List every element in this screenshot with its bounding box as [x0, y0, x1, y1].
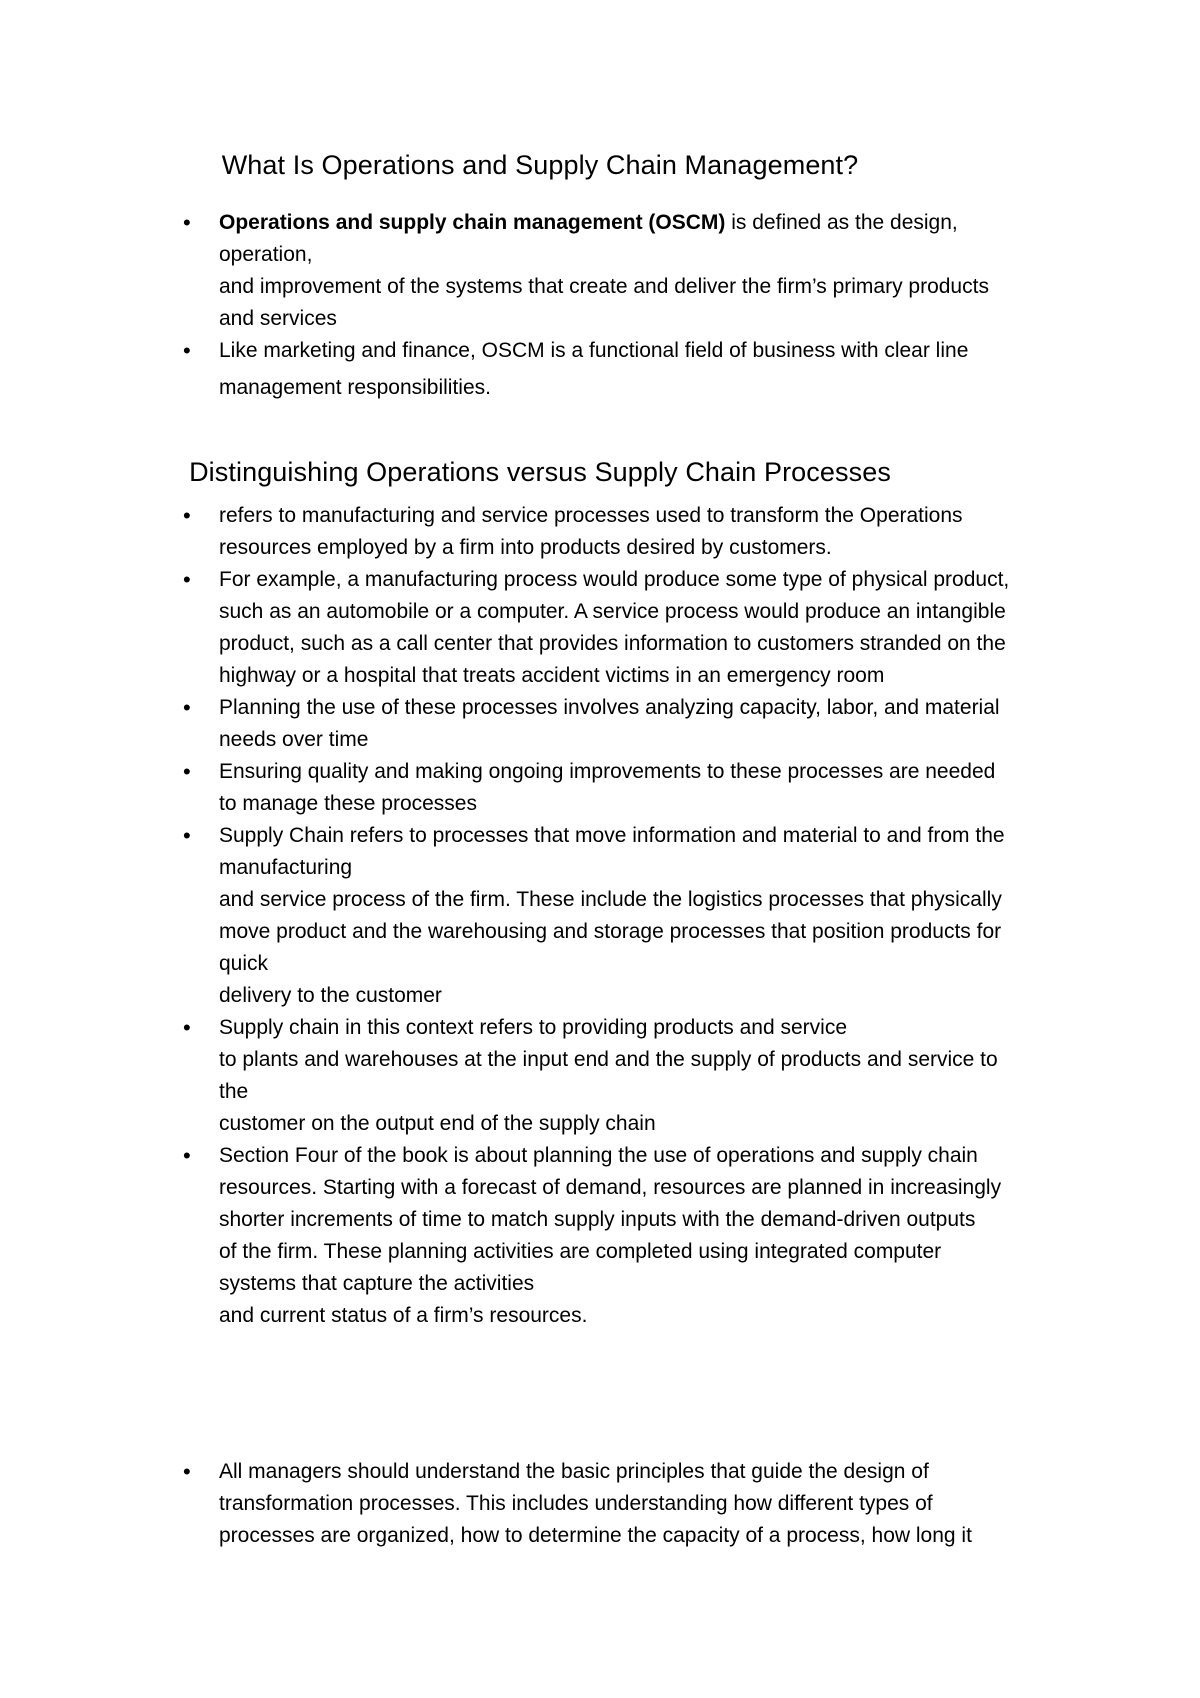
text-line: Planning the use of these processes involves analyzing capacity, labor, and material: [219, 696, 1000, 719]
text-line: Supply chain in this context refers to providing products and service: [219, 1016, 848, 1039]
text-line: such as an automobile or a computer. A service process would produce an intangible: [219, 600, 1006, 623]
text-line: and current status of a firm’s resources.: [219, 1304, 588, 1327]
bullet-icon: •: [183, 210, 191, 235]
text-line: Like marketing and finance, OSCM is a functional field of business with clear line: [219, 339, 969, 362]
text-line: to manage these processes: [219, 792, 477, 815]
text-line: the: [219, 1080, 249, 1103]
text-line: management responsibilities.: [219, 376, 491, 399]
bullet-icon: •: [183, 695, 191, 720]
bullet-icon: •: [183, 503, 191, 528]
text-line: systems that capture the activities: [219, 1272, 535, 1295]
text-line: Section Four of the book is about planning the use of operations and supply chain: [219, 1144, 978, 1167]
text-line: move product and the warehousing and storage processes that position products for: [219, 920, 1002, 943]
text-line: resources employed by a firm into products desired by customers.: [219, 536, 832, 559]
text-line: quick: [219, 952, 269, 975]
bullet-icon: •: [183, 823, 191, 848]
bullet-icon: •: [183, 1459, 191, 1484]
text-line: highway or a hospital that treats accident victims in an emergency room: [219, 664, 885, 687]
text-line: transformation processes. This includes understanding how different types of: [219, 1492, 933, 1515]
text-line: Ensuring quality and making ongoing improvements to these processes are needed: [219, 760, 996, 783]
bullet-icon: •: [183, 1143, 191, 1168]
bullet-icon: •: [183, 1015, 191, 1040]
text-line: and service process of the firm. These include the logistics processes that physically: [219, 888, 1002, 911]
text-line: of the firm. These planning activities are completed using integrated computer: [219, 1240, 942, 1263]
text-line: processes are organized, how to determine the capacity of a process, how long it: [219, 1524, 972, 1547]
heading-distinguishing-processes: Distinguishing Operations versus Supply Chain Processes: [189, 457, 891, 487]
text-line: Operations and supply chain management (OSCM) is defined as the design,: [219, 211, 958, 234]
text-line: shorter increments of time to match supply inputs with the demand-driven outputs: [219, 1208, 976, 1231]
text-line: and services: [219, 307, 337, 330]
text-line: and improvement of the systems that create and deliver the firm’s primary products: [219, 275, 989, 298]
text-line: Supply Chain refers to processes that move information and material to and from the: [219, 824, 1005, 847]
bold-term: Operations and supply chain management (OSCM): [219, 211, 726, 234]
bullet-icon: •: [183, 567, 191, 592]
text-line: refers to manufacturing and service processes used to transform the Operations: [219, 504, 963, 527]
text-line: operation,: [219, 243, 313, 266]
text-line: resources. Starting with a forecast of demand, resources are planned in increasingly: [219, 1176, 1002, 1199]
text-line: delivery to the customer: [219, 984, 442, 1007]
heading-what-is-oscm: What Is Operations and Supply Chain Management?: [221, 150, 859, 180]
text-line: customer on the output end of the supply chain: [219, 1112, 656, 1135]
bullet-icon: •: [183, 759, 191, 784]
text-line: For example, a manufacturing process would produce some type of physical product,: [219, 568, 1010, 591]
text-line: to plants and warehouses at the input end and the supply of products and service to: [219, 1048, 998, 1071]
text-line: manufacturing: [219, 856, 353, 879]
bullet-icon: •: [183, 338, 191, 363]
text-line: product, such as a call center that provides information to customers stranded on the: [219, 632, 1006, 655]
text-line: All managers should understand the basic principles that guide the design of: [219, 1460, 929, 1483]
text-line: needs over time: [219, 728, 369, 751]
